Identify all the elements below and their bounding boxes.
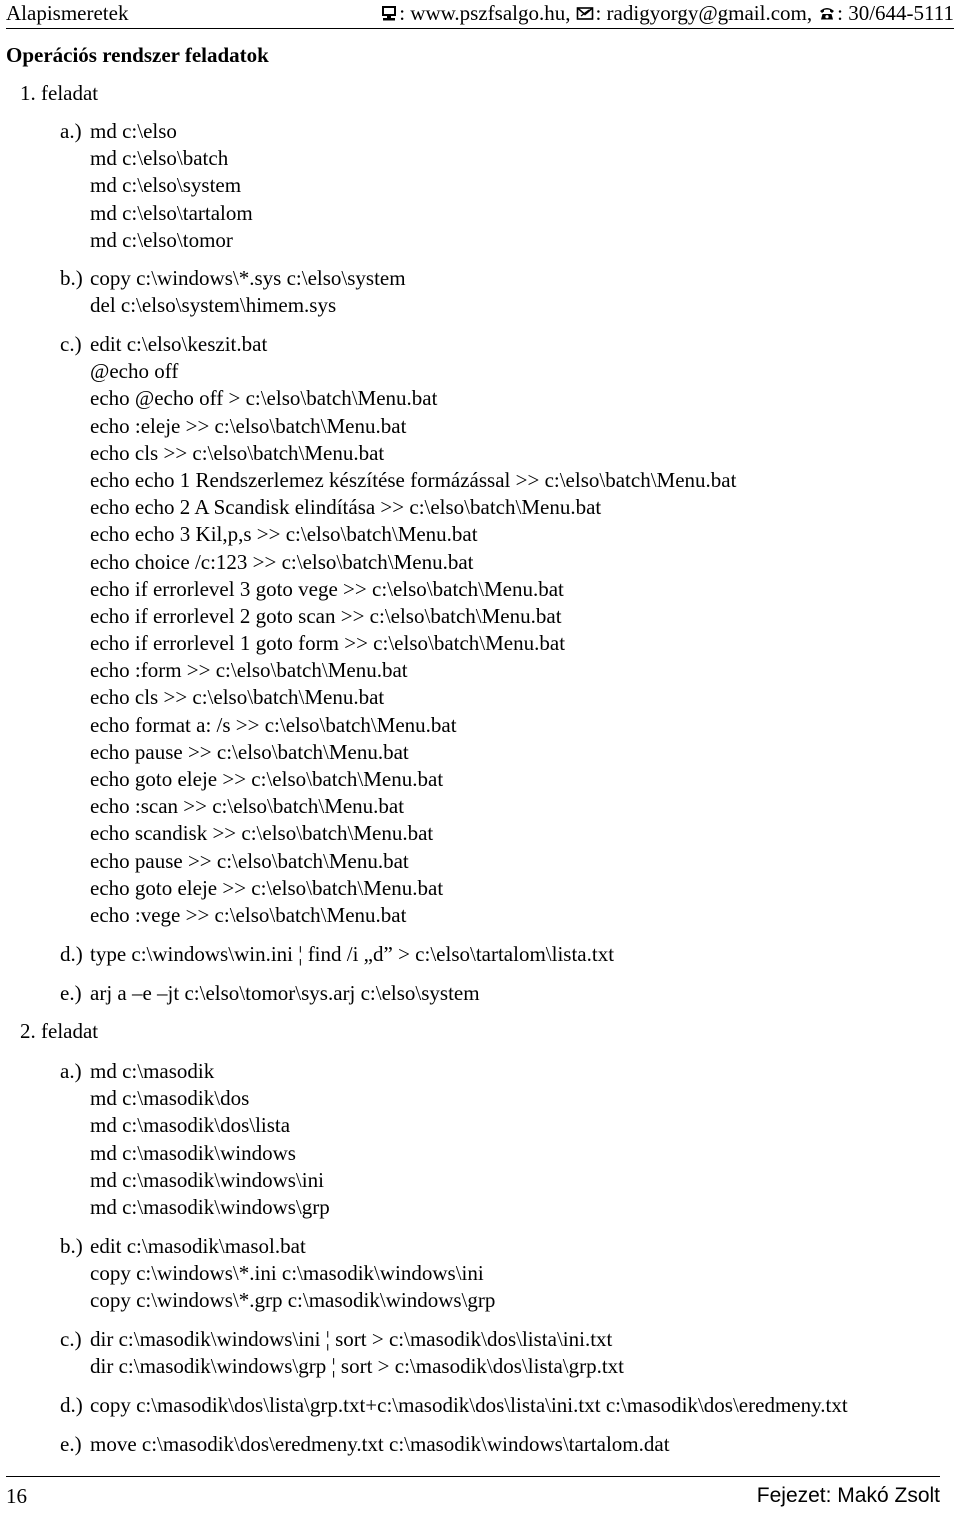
header-contact	[380, 0, 954, 26]
command-line: move c:\masodik\dos\eredmeny.txt c:\masodik\windows\tartalom.dat	[90, 1432, 670, 1456]
command-line: echo :form >> c:\elso\batch\Menu.bat	[90, 658, 408, 683]
command-line: md c:\elso\system	[90, 173, 242, 198]
command-line: echo echo 1 Rendszerlemez készítése formázással >> c:\elso\batch\Menu.bat	[90, 467, 737, 492]
task-2-d	[60, 1392, 955, 1419]
command-line: type c:\windows\win.ini ¦ find /i „d” > c:\elso\tartalom\lista.txt	[90, 942, 615, 966]
command-line: md c:\masodik\dos\lista	[90, 1113, 291, 1138]
command-line: echo if errorlevel 3 goto vege >> c:\elso\batch\Menu.bat	[90, 576, 564, 601]
command-line: echo if errorlevel 2 goto scan >> c:\elso\batch\Menu.bat	[90, 603, 562, 628]
command-line: echo goto eleje >> c:\elso\batch\Menu.bat	[90, 875, 444, 900]
task-1-c	[60, 331, 955, 929]
command-line: echo pause >> c:\elso\batch\Menu.bat	[90, 739, 409, 764]
command-line: md c:\elso\tartalom	[90, 200, 253, 225]
command-line: md c:\elso	[90, 119, 177, 143]
subtask-label: d.)	[60, 942, 83, 966]
command-line: arj a –e –jt c:\elso\tomor\sys.arj c:\elso\system	[90, 981, 480, 1005]
task-2-a	[60, 1058, 955, 1221]
command-line: dir c:\masodik\windows\ini ¦ sort > c:\masodik\dos\lista\ini.txt	[90, 1327, 613, 1351]
command-line: echo :eleje >> c:\elso\batch\Menu.bat	[90, 413, 407, 438]
task-2-heading: 2. feladat	[20, 1019, 99, 1043]
command-line: echo pause >> c:\elso\batch\Menu.bat	[90, 848, 409, 873]
subtask-label: e.)	[60, 981, 82, 1005]
command-line: md c:\elso\tomor	[90, 227, 233, 252]
command-line: echo choice /c:123 >> c:\elso\batch\Menu.bat	[90, 549, 474, 574]
subtask-label: a.)	[60, 1059, 82, 1083]
subtask-label: b.)	[60, 266, 83, 290]
command-line: echo echo 2 A Scandisk elindítása >> c:\elso\batch\Menu.bat	[90, 495, 602, 520]
subtask-label: c.)	[60, 1327, 82, 1351]
task-1-e	[60, 980, 955, 1007]
command-line: copy c:\windows\*.sys c:\elso\system	[90, 266, 406, 290]
command-line: del c:\elso\system\himem.sys	[90, 293, 337, 318]
command-line: md c:\masodik\windows\grp	[90, 1194, 330, 1219]
command-line: edit c:\elso\keszit.bat	[90, 332, 268, 356]
command-line: copy c:\windows\*.grp c:\masodik\windows\grp	[90, 1288, 496, 1313]
command-line: echo cls >> c:\elso\batch\Menu.bat	[90, 685, 385, 710]
subtask-label: a.)	[60, 119, 82, 143]
page-header	[6, 0, 954, 29]
command-line: edit c:\masodik\masol.bat	[90, 1234, 306, 1258]
command-line: @echo off	[90, 359, 179, 384]
page-number: 16	[6, 1483, 27, 1508]
command-line: md c:\masodik\windows\ini	[90, 1167, 324, 1192]
task-2-b	[60, 1233, 955, 1315]
page-footer	[6, 1476, 940, 1515]
command-line: echo goto eleje >> c:\elso\batch\Menu.bat	[90, 767, 444, 791]
header-phone: : 30/644-5111	[837, 1, 954, 25]
header-website: : www.pszfsalgo.hu,	[399, 1, 571, 25]
command-line: echo cls >> c:\elso\batch\Menu.bat	[90, 440, 385, 465]
task-1-a	[60, 118, 955, 254]
command-line: echo :vege >> c:\elso\batch\Menu.bat	[90, 902, 407, 927]
task-1-d	[60, 941, 955, 968]
document-title: Operációs rendszer feladatok	[6, 43, 269, 67]
subtask-label: c.)	[60, 332, 82, 356]
command-line: copy c:\masodik\dos\lista\grp.txt+c:\masodik\dos\lista\ini.txt c:\masodik\dos\eredmeny.txt	[90, 1393, 848, 1417]
command-line: echo echo 3 Kil,p,s >> c:\elso\batch\Menu.bat	[90, 522, 478, 547]
command-line: echo scandisk >> c:\elso\batch\Menu.bat	[90, 821, 434, 846]
task-2-c	[60, 1326, 955, 1380]
command-line: md c:\masodik	[90, 1059, 215, 1083]
subtask-label: d.)	[60, 1393, 83, 1417]
command-line: echo @echo off > c:\elso\batch\Menu.bat	[90, 386, 438, 411]
header-email: : radigyorgy@gmail.com,	[595, 1, 813, 25]
subtask-label: e.)	[60, 1432, 82, 1456]
command-line: dir c:\masodik\windows\grp ¦ sort > c:\masodik\dos\lista\grp.txt	[90, 1354, 625, 1379]
chapter-author: Fejezet: Makó Zsolt	[756, 1484, 940, 1507]
computer-icon	[380, 4, 398, 22]
command-line: echo :scan >> c:\elso\batch\Menu.bat	[90, 794, 405, 819]
command-line: echo format a: /s >> c:\elso\batch\Menu.bat	[90, 712, 457, 737]
mail-icon	[576, 4, 594, 22]
command-line: copy c:\windows\*.ini c:\masodik\windows\ini	[90, 1261, 484, 1286]
command-line: echo if errorlevel 1 goto form >> c:\elso\batch\Menu.bat	[90, 631, 566, 656]
command-line: md c:\elso\batch	[90, 146, 229, 171]
command-line: md c:\masodik\windows	[90, 1140, 296, 1165]
header-title: Alapismeretek	[6, 1, 129, 25]
phone-icon	[818, 4, 836, 22]
subtask-label: b.)	[60, 1234, 83, 1258]
task-1-b	[60, 265, 955, 319]
task-2-e	[60, 1431, 955, 1458]
command-line: md c:\masodik\dos	[90, 1086, 250, 1111]
task-1-heading: 1. feladat	[20, 81, 99, 105]
